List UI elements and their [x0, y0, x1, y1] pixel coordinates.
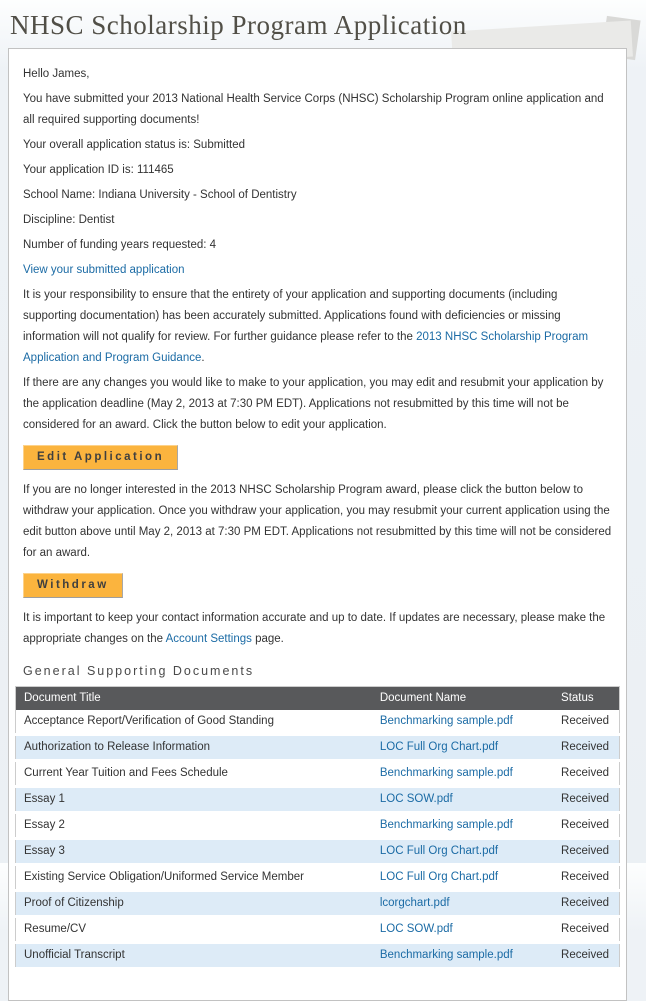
responsibility-text-before: It is your responsibility to ensure that the entirety of your application and supporting documents (including supporting documentation) has been accurately submitted. Applications found with deficiencies or missing information will not qualify for review. For further guidance please refer to the [23, 289, 561, 343]
document-link[interactable]: LOC Full Org Chart.pdf [379, 741, 499, 753]
table-row [16, 735, 620, 761]
column-header-document-title: Document Title [16, 687, 372, 711]
document-link[interactable]: Benchmarking sample.pdf [379, 819, 513, 831]
table-row [16, 787, 620, 813]
document-name-cell [372, 813, 553, 839]
document-title-cell: Acceptance Report/Verification of Good Standing [16, 710, 372, 735]
document-name-cell [372, 735, 553, 761]
withdraw-button[interactable]: Withdraw [23, 573, 123, 598]
contact-info-text [23, 608, 612, 650]
status-cell: Received [553, 917, 619, 943]
document-title-cell: Current Year Tuition and Fees Schedule [16, 761, 372, 787]
view-application-line [23, 260, 612, 281]
document-name-cell [372, 891, 553, 917]
document-name-cell [372, 710, 553, 735]
table-row [16, 710, 620, 735]
column-header-document-name: Document Name [372, 687, 553, 711]
document-link[interactable]: Benchmarking sample.pdf [379, 715, 513, 727]
document-name-cell [372, 865, 553, 891]
document-link[interactable]: Benchmarking sample.pdf [379, 767, 513, 779]
status-cell: Received [553, 787, 619, 813]
document-name-cell [372, 943, 553, 969]
application-id-line: Your application ID is: 111465 [23, 164, 174, 176]
contact-text-after: page. [251, 633, 284, 645]
document-link[interactable]: LOC SOW.pdf [379, 793, 453, 805]
document-title-cell: Essay 1 [16, 787, 372, 813]
documents-table [15, 686, 620, 970]
discipline-line: Discipline: Dentist [23, 214, 115, 226]
status-cell: Received [553, 943, 619, 969]
document-link[interactable]: LOC Full Org Chart.pdf [379, 845, 499, 857]
responsibility-text [23, 285, 612, 369]
contact-text-before: It is important to keep your contact information accurate and up to date. If updates are necessary, please make the appropriate changes on the [23, 612, 606, 645]
account-settings-link[interactable]: Account Settings [165, 633, 252, 645]
document-link[interactable]: lcorgchart.pdf [379, 897, 450, 909]
table-row [16, 761, 620, 787]
edit-instructions-text: If there are any changes you would like to make to your application, you may edit and resubmit your application by the application deadline (May 2, 2013 at 7:30 PM EDT). Applications not resubmitted by this time will not be considered for an award. Click the button below to edit your application. [23, 377, 604, 431]
document-name-cell [372, 917, 553, 943]
document-title-cell: Essay 3 [16, 839, 372, 865]
table-row [16, 891, 620, 917]
document-title-cell: Existing Service Obligation/Uniformed Service Member [16, 865, 372, 891]
document-link[interactable]: LOC SOW.pdf [379, 923, 453, 935]
document-name-cell [372, 761, 553, 787]
table-row [16, 865, 620, 891]
table-header-row [16, 687, 620, 711]
view-application-link[interactable]: View your submitted application [23, 264, 185, 276]
funding-years-line: Number of funding years requested: 4 [23, 239, 217, 251]
status-cell: Received [553, 891, 619, 917]
document-title-cell: Resume/CV [16, 917, 372, 943]
guidance-link[interactable]: 2013 NHSC Scholarship Program Application and Program Guidance [23, 331, 589, 364]
table-row [16, 917, 620, 943]
submitted-text: You have submitted your 2013 National Health Service Corps (NHSC) Scholarship Program online application and all required supporting documents! [23, 93, 604, 126]
document-title-cell: Authorization to Release Information [16, 735, 372, 761]
content-panel [8, 48, 627, 1001]
status-cell: Received [553, 710, 619, 735]
status-line: Your overall application status is: Submitted [23, 139, 246, 151]
column-header-status: Status [553, 687, 619, 711]
page-title: NHSC Scholarship Program Application [10, 10, 467, 40]
table-row [16, 839, 620, 865]
table-row [16, 943, 620, 969]
status-cell: Received [553, 813, 619, 839]
responsibility-text-after: . [201, 352, 205, 364]
status-cell: Received [553, 735, 619, 761]
school-name-line: School Name: Indiana University - School of Dentistry [23, 189, 297, 201]
document-link[interactable]: Benchmarking sample.pdf [379, 949, 513, 961]
document-title-cell: Essay 2 [16, 813, 372, 839]
greeting-text: Hello James, [23, 68, 90, 80]
withdraw-instructions-text: If you are no longer interested in the 2013 NHSC Scholarship Program award, please click the button below to withdraw your application. Once you withdraw your application, you may resubmit your current application using the edit button above until May 2, 2013 at 7:30 PM EDT. Applications not resubmitted by this time will not be considered for an award. [23, 484, 612, 559]
document-link[interactable]: LOC Full Org Chart.pdf [379, 871, 499, 883]
document-title-cell: Unofficial Transcript [16, 943, 372, 969]
edit-application-button[interactable]: Edit Application [23, 445, 178, 470]
document-name-cell [372, 787, 553, 813]
status-cell: Received [553, 761, 619, 787]
table-row [16, 813, 620, 839]
status-cell: Received [553, 865, 619, 891]
document-name-cell [372, 839, 553, 865]
documents-heading: General Supporting Documents [23, 664, 255, 678]
status-cell: Received [553, 839, 619, 865]
document-title-cell: Proof of Citizenship [16, 891, 372, 917]
